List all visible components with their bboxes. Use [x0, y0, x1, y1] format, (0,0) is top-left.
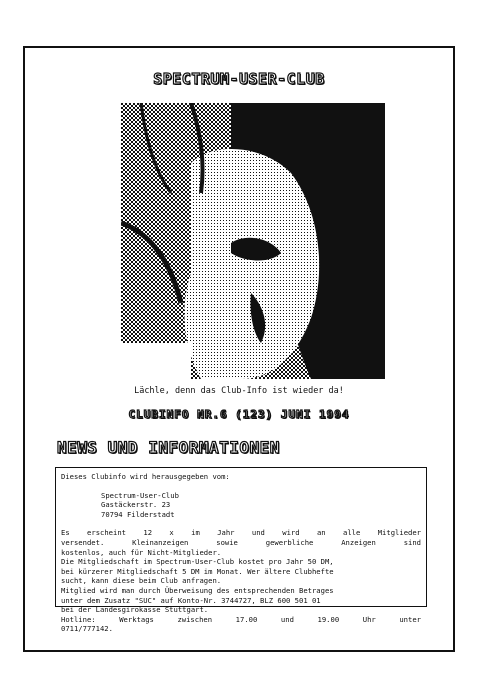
address-line: Gastäckerstr. 23: [101, 500, 171, 510]
info-line: unter dem Zusatz "SUC" auf Konto-Nr. 3744727, BLZ 600 501 01: [61, 595, 321, 605]
address-line: 70794 Filderstadt: [101, 509, 175, 519]
dithered-face-portrait-icon: [121, 103, 385, 419]
info-line: bei der Landesgirokasse Stuttgart.: [61, 605, 209, 615]
info-line: Die Mitgliedschaft im Spectrum-User-Club kostet pro Jahr 50 DM,: [61, 557, 334, 567]
info-line: bei kürzerer Mitgliedschaft 5 DM im Monat. Wer ältere Clubhefte: [61, 566, 334, 576]
info-intro: Dieses Clubinfo wird herausgegeben vom:: [61, 472, 230, 481]
info-line: sucht, kann diese beim Club anfragen.: [61, 576, 222, 586]
info-line: versendet. Kleinanzeigen sowie gewerbliche Anzeigen sind: [61, 537, 421, 547]
portrait-image: [121, 103, 385, 419]
info-line: Es erscheint 12 x im Jahr und wird an alle Mitglieder: [61, 528, 421, 538]
info-line: Hotline: Werktags zwischen 17.00 und 19.00 Uhr unter: [61, 614, 421, 624]
info-box: [55, 467, 427, 634]
info-line: Mitglied wird man durch Überweisung des entsprechenden Betrages: [61, 585, 334, 595]
club-title: SPECTRUM-USER-CLUB: [153, 70, 325, 88]
section-heading: NEWS UND INFORMATIONEN: [57, 438, 280, 457]
info-line: kostenlos, auch für Nicht-Mitglieder.: [61, 547, 222, 557]
image-caption: Lächle, denn das Club-Info ist wieder da!: [134, 386, 344, 396]
address-line: Spectrum-User-Club: [101, 490, 179, 500]
info-line: 0711/777142.: [61, 624, 113, 634]
issue-line: CLUBINFO NR.6 (123) JUNI 1994: [128, 408, 350, 421]
